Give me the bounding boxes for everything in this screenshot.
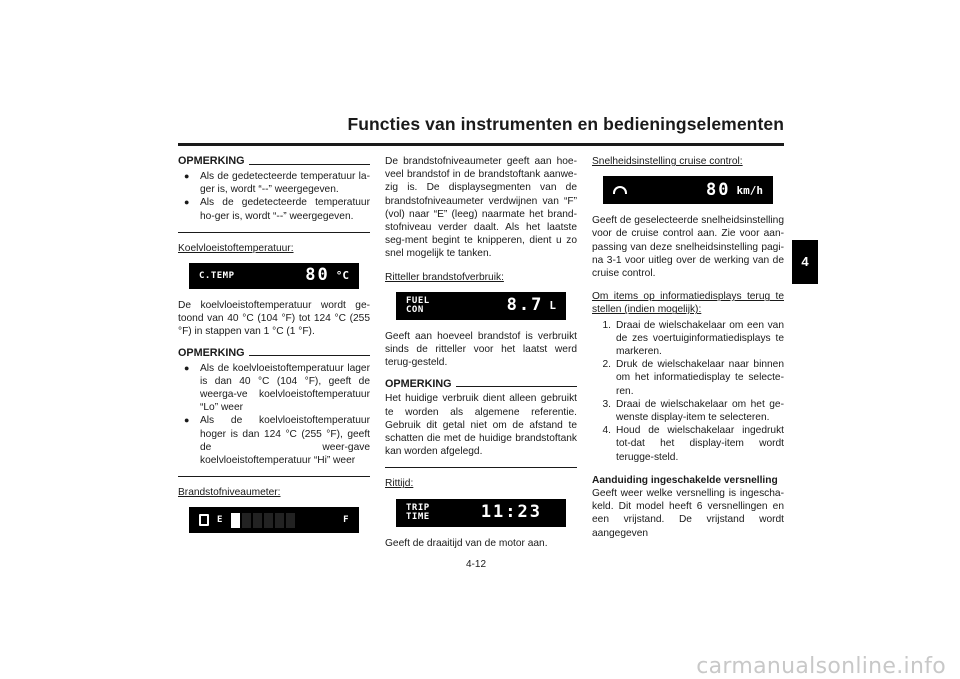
note-end-rule: [178, 232, 370, 233]
speedometer-icon: [613, 186, 627, 194]
step-item: 2. Druk de wielschakelaar naar binnen om het informatiedisplay te selecte-ren.: [602, 359, 784, 397]
fuel-meter-heading: Brandstofniveaumeter:: [178, 487, 281, 499]
bullet-icon: ●: [184, 415, 190, 426]
step-item: 3. Draai de wielschakelaar om het ge-wenste display-item te selecteren.: [602, 398, 784, 424]
fuel-segment: [242, 513, 251, 528]
bullet-icon: ●: [184, 197, 190, 208]
note-bullet: ● Als de gedetecteerde temperatuur la-ger is, wordt “--” weergegeven.: [184, 171, 370, 196]
watermark: carmanualsonline.info: [696, 653, 946, 679]
coolant-text: De koelvloeistoftemperatuur wordt ge-toond van 40 °C (104 °F) tot 124 °C (255 °F) in stappen van 1 °C (1 °F).: [178, 300, 370, 338]
column-3: [592, 155, 784, 540]
step-item: 4. Houd de wielschakelaar ingedrukt tot-dat het display-item wordt terugge-steld.: [602, 425, 784, 463]
cruise-text: Geeft de geselecteerde snelheidsinstelling voor de cruise control aan. Zie voor aan-passing van deze snelheidsinstelling pagi-na 3-1 voor uitleg over de werking van de cruise control.: [592, 215, 784, 280]
fuel-segment: [264, 513, 273, 528]
note-heading: OPMERKING: [178, 155, 370, 169]
page-title: Functies van instrumenten en bedieningselementen: [347, 114, 784, 134]
note-bullet: ● Als de koelvloeistoftemperatuur hoger is dan 124 °C (255 °F), geeft de weer-gave koelvloeistoftemperatuur “Hi” weer: [184, 415, 370, 467]
trip-time-heading: Rittijd:: [385, 478, 414, 490]
fuel-segment: [253, 513, 262, 528]
chapter-tab: 4: [792, 240, 818, 284]
fuel-meter-text: De brandstofniveaumeter geeft aan hoe-veel brandstof in de brandstoftank aanwe-zig is. De displaysegmenten van de brandstofniveaumeter verdwijnen van “F” (vol) naar “E” (leeg) naarmate het brand-stofniveau verder daalt. Als het laatste seg-ment begint te knipperen, dient u zo snel mogelijk te tanken.: [385, 156, 577, 260]
note-heading: OPMERKING: [385, 377, 577, 391]
trip-time-display: TRIP TIME 11:23: [396, 499, 566, 527]
fuel-pump-icon: [199, 514, 209, 526]
bullet-icon: ●: [184, 171, 190, 181]
coolant-display: C.TEMP 80 °C: [189, 263, 359, 289]
note-text: Het huidige verbruik dient alleen gebruikt te worden als algemene referentie. Gebruik dit getal niet om de afstand te schatten die met de huidige brandstoftank kan worden afgelegd.: [385, 393, 577, 458]
note-heading: OPMERKING: [178, 347, 370, 361]
header-rule: [178, 143, 784, 146]
fuel-segment: [286, 513, 295, 528]
note-end-rule: [178, 476, 370, 477]
note-bullet: ● Als de gedetecteerde temperatuur ho-ger is, wordt “--” weergegeven.: [184, 197, 370, 222]
gear-heading: Aanduiding ingeschakelde versnelling: [592, 474, 778, 486]
trip-time-text: Geeft de draaitijd van de motor aan.: [385, 537, 548, 549]
fuel-segment: [275, 513, 284, 528]
reset-steps: [592, 319, 784, 464]
bullet-icon: ●: [184, 362, 190, 373]
note-bullet: ● Als de koelvloeistoftemperatuur lager is dan 40 °C (104 °F), geeft de weerga-ve koelvloeistoftemperatuur “Lo” weer: [184, 362, 370, 414]
column-2: [385, 155, 577, 550]
note-end-rule: [385, 467, 577, 468]
trip-fuel-heading: Ritteller brandstofverbruik:: [385, 271, 504, 283]
reset-heading: Om items op informatiedisplays terug te stellen (indien mogelijk):: [592, 291, 784, 316]
fuel-meter-display: E F: [189, 507, 359, 533]
gear-text: Geeft weer welke versnelling is ingescha-keld. Dit model heeft 6 versnellingen en een vrijstand. De vrijstand wordt aangegeven: [592, 488, 784, 539]
trip-fuel-text: Geeft aan hoeveel brandstof is verbruikt sinds de ritteller voor het laatst werd terug-gesteld.: [385, 330, 577, 369]
fuel-segment: [231, 513, 240, 528]
step-item: 1. Draai de wielschakelaar om een van de zes voertuiginformatiedisplays te markeren.: [602, 319, 784, 358]
page-number: 4-12: [466, 559, 487, 570]
cruise-heading: Snelheidsinstelling cruise control:: [592, 156, 743, 167]
cruise-display: 80 km/h: [603, 176, 773, 204]
page-header: [178, 114, 784, 142]
fuel-level-bar: [231, 513, 295, 528]
column-1: [178, 155, 370, 543]
trip-fuel-display: FUEL CON 8.7 L: [396, 292, 566, 320]
coolant-heading: Koelvloeistoftemperatuur:: [178, 242, 294, 254]
